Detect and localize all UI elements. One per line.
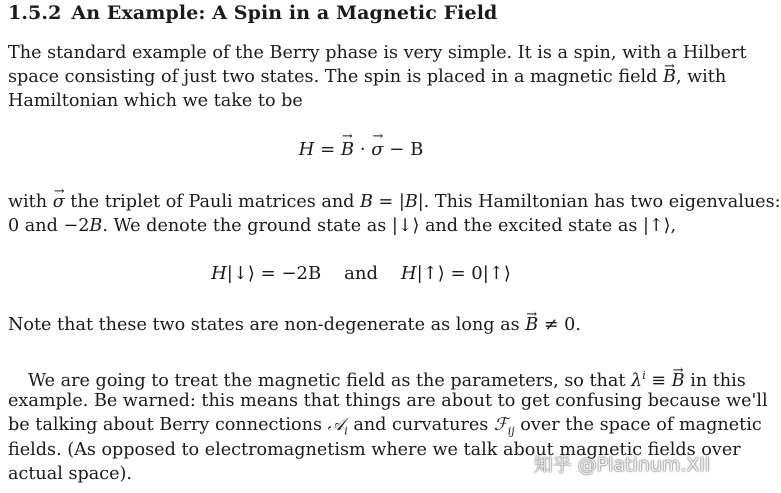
paragraph-line: be talking about Berry connections 𝒜$_i$ and curvatures ℱ$_{ij}$ over the space of magnetic [8,415,762,438]
paragraph-line: The standard example of the Berry phase is very simple. It is a spin, with a Hilbert [8,43,747,63]
watermark: 知乎 @Platinum.Xll [533,454,710,476]
equation-eigenstates: H|↓⟩ = −2B and H|↑⟩ = 0|↑⟩ [211,263,511,284]
paragraph-line: fields. (As opposed to electromagnetism where we talk about magnetic fields over [8,440,741,460]
paragraph-line: space consisting of just two states. The spin is placed in a magnetic field → B, with [8,65,726,89]
vector-b: → B [663,65,676,89]
section-heading [8,2,497,24]
paragraph-line: example. Be warned: this means that things are about to get confusing because we'll [8,391,768,411]
equation-hamiltonian: H = → B · → σ − B [8,139,714,160]
paragraph-line: 0 and −2B. We denote the ground state as |↓⟩ and the excited state as |↑⟩, [8,216,677,236]
section-number: 1.5.2 [8,2,62,24]
paragraph-line: Note that these two states are non-degenerate as long as → B ≠ 0. [8,313,581,337]
paragraph-line: Hamiltonian which we take to be [8,91,303,111]
paragraph-line: actual space). [8,464,132,484]
paragraph-line: with → σ the triplet of Pauli matrices and B = |B|. This Hamiltonian has two eigenvalues: [8,190,781,214]
paragraph-line: We are going to treat the magnetic field as the parameters, so that $\lambda^i$ ≡ → B in this [8,364,714,393]
section-title: An Example: A Spin in a Magnetic Field [71,2,498,24]
